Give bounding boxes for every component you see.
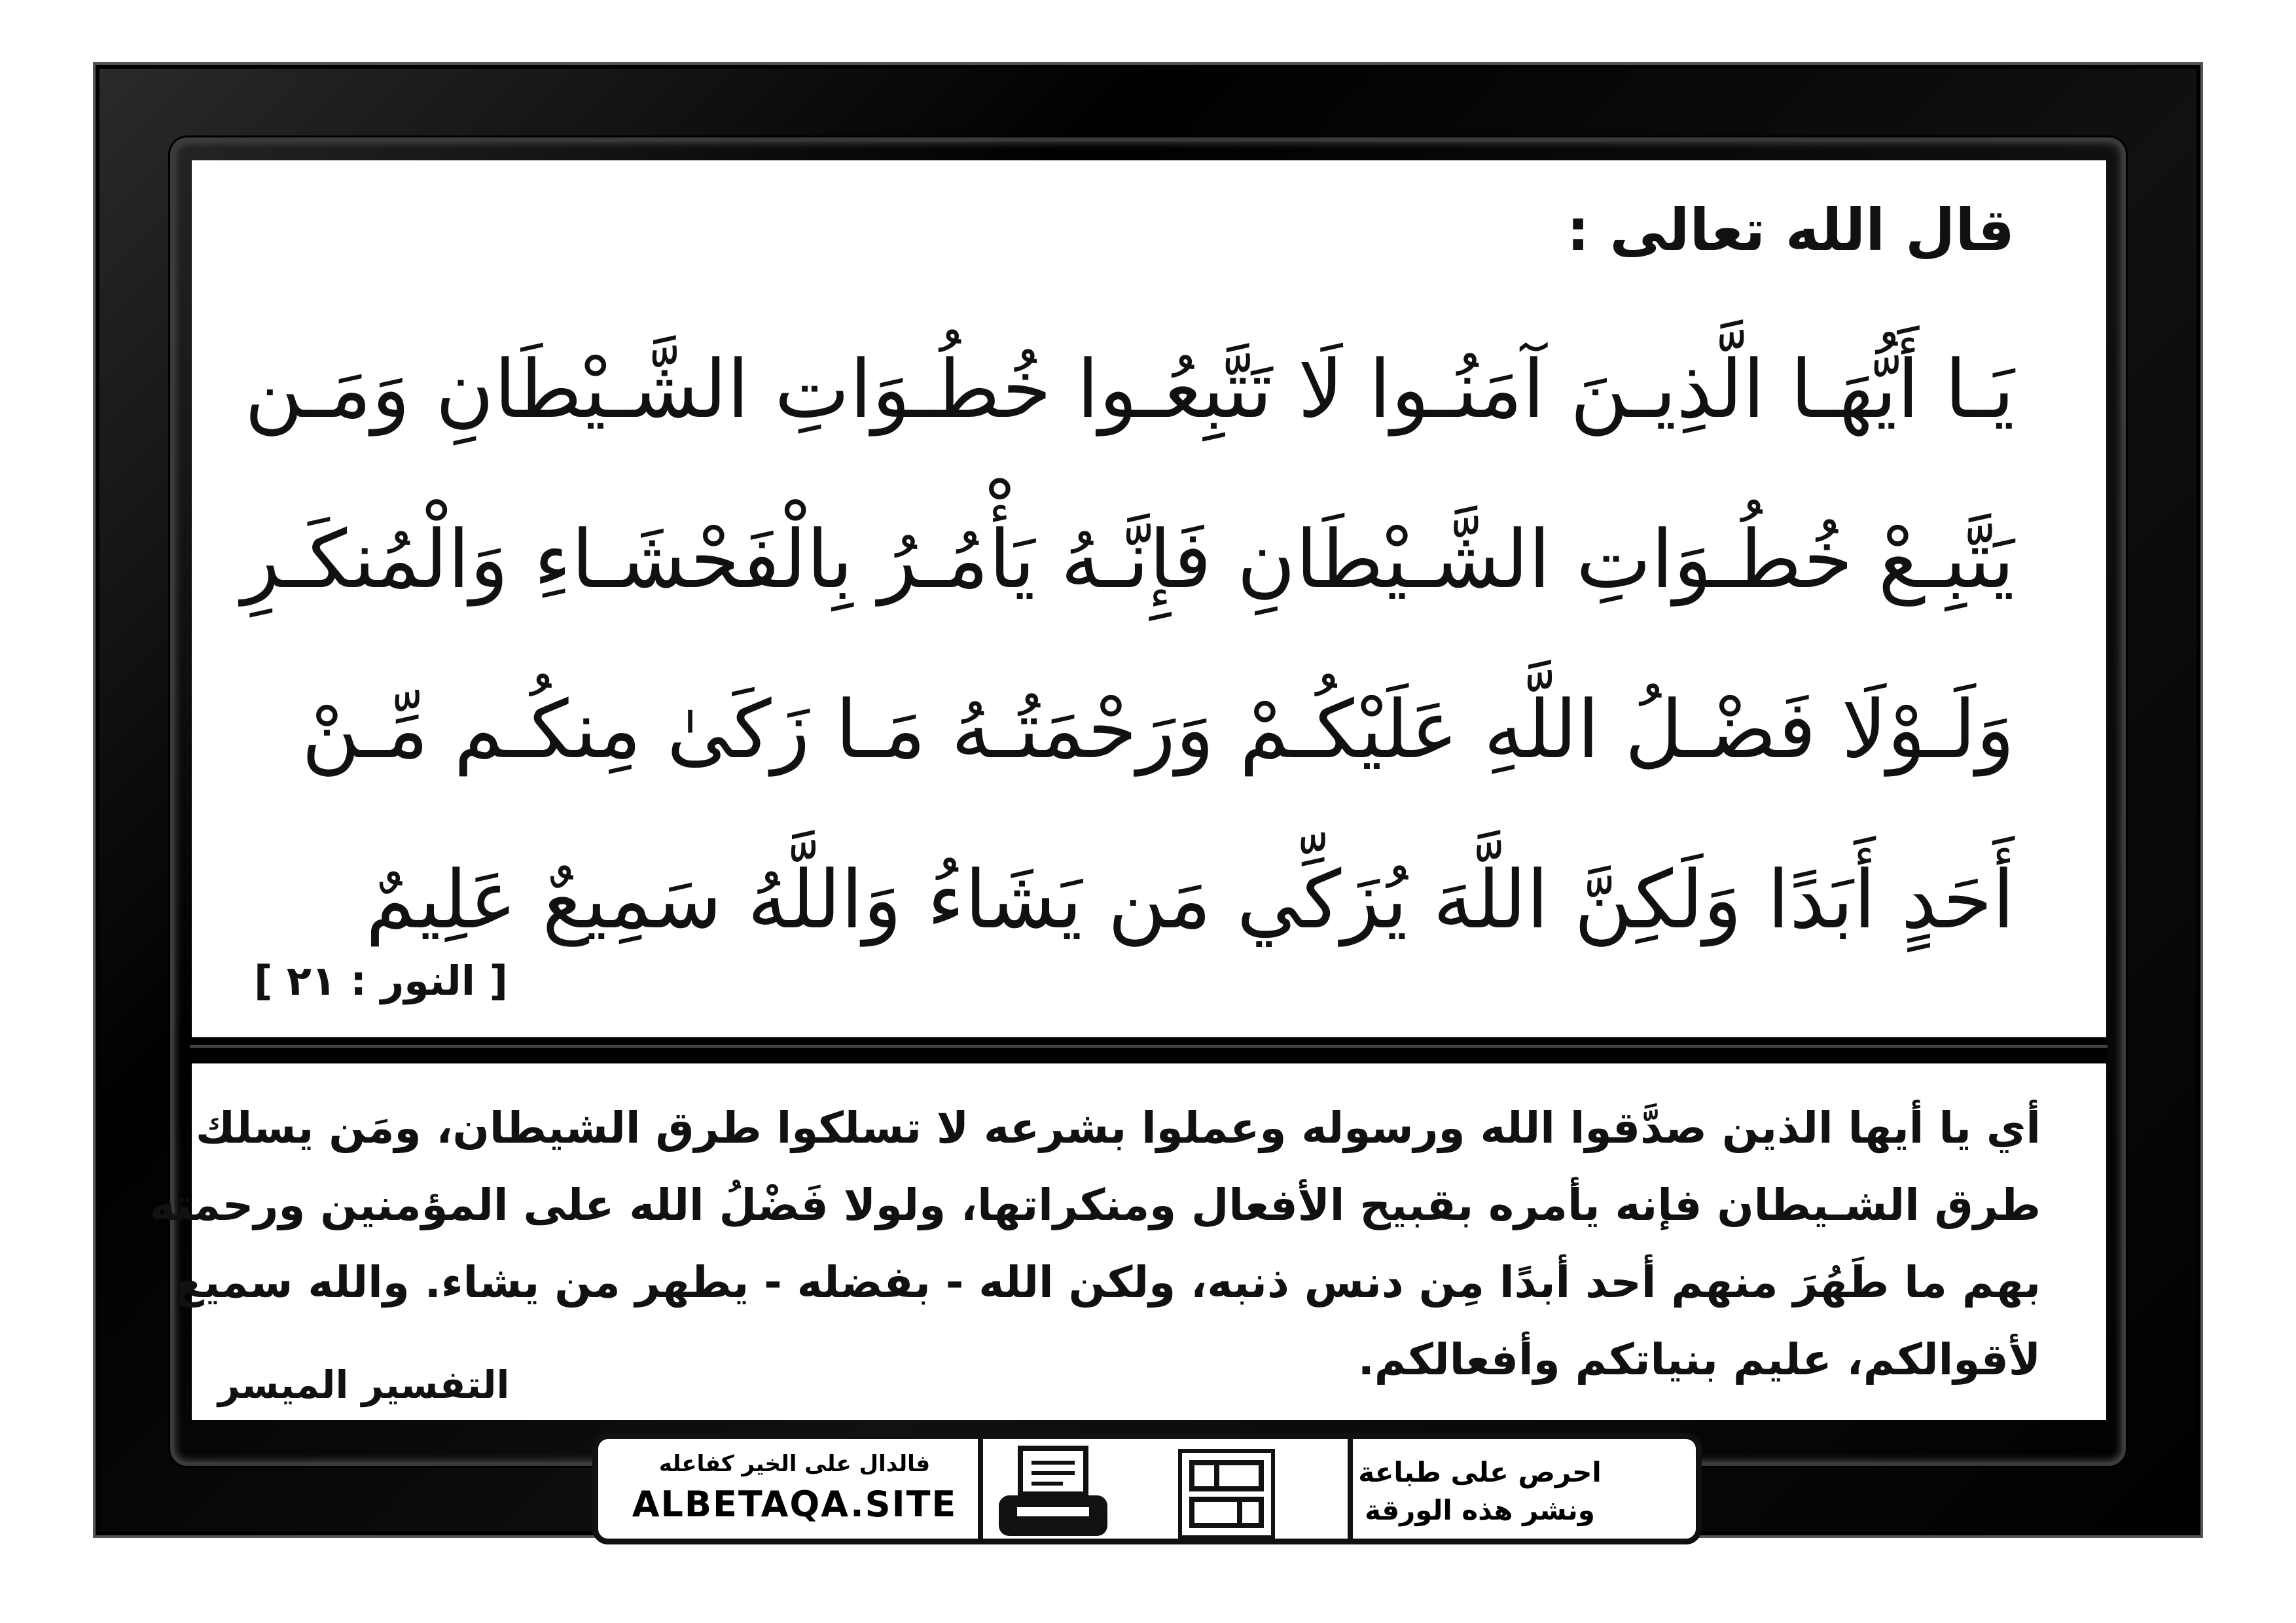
verse-panel: [192, 160, 2106, 1037]
footer-separator: [978, 1439, 983, 1539]
print-note-line-1: احرص على طباعة: [1358, 1456, 1602, 1488]
print-note-line-2: ونشر هذه الورقة: [1365, 1494, 1595, 1526]
tafsir-line-2: طرق الشـيطان فإنه يأمره بقبيح الأفعال ومنكراتها، ولولا فَضْلُ الله على المؤمنين ورحمته: [149, 1180, 2041, 1230]
footer-site-block: [624, 1451, 965, 1525]
verse-line-1: يَـا أَيُّهَـا الَّذِيـنَ آمَنُـوا لَا تَتَّبِعُـوا خُطُـوَاتِ الشَّـيْطَانِ وَمَـن: [244, 343, 2015, 436]
footer-bar: [592, 1433, 1702, 1544]
tafsir-line-4: لأقوالكم، عليم بنياتكم وأفعالكم.: [1357, 1334, 2041, 1385]
tafsir-text: [149, 1090, 2041, 1399]
intro-heading: قال الله تعالى :: [1566, 196, 2015, 264]
verse-reference: [ النور : ٢١ ]: [254, 957, 508, 1005]
tafsir-panel: [149, 1063, 2106, 1420]
dawa-logo: [1177, 1448, 1276, 1543]
tafsir-line-3: بهم ما طَهُرَ منهم أحد أبدًا مِن دنس ذنبه، ولكن الله - بفضله - يطهر من يشاء. والله سميع: [174, 1257, 2041, 1308]
verse-line-2: يَتَّبِـعْ خُطُـوَاتِ الشَّـيْطَانِ فَإِنَّـهُ يَأْمُـرُ بِالْفَحْشَـاءِ وَالْمُنكَـرِ: [241, 513, 2015, 606]
verse-line-4: أَحَدٍ أَبَدًا وَلَكِنَّ اللَّهَ يُزَكِّي مَن يَشَاءُ وَاللَّهُ سَمِيعٌ عَلِيمٌ: [365, 853, 2015, 946]
footer-print-note: [1323, 1454, 1637, 1529]
printer-icon: [991, 1444, 1115, 1545]
verse-line-3: وَلَـوْلَا فَضْـلُ اللَّهِ عَلَيْكُـمْ وَرَحْمَتُـهُ مَـا زَكَىٰ مِنكُـم مِّـنْ: [301, 683, 2015, 776]
footer-site-link[interactable]: ALBETAQA.SITE: [632, 1484, 958, 1525]
footer-motto: فالدال على الخير كفاعله: [658, 1451, 931, 1477]
quran-verse: [241, 304, 2015, 985]
tafsir-line-1: أي يا أيها الذين صدَّقوا الله ورسوله وعملوا بشرعه لا تسلكوا طرق الشيطان، ومَن يسلك: [195, 1103, 2041, 1153]
panel-divider: [190, 1037, 2108, 1063]
tafsir-source: التفسير الميسر: [218, 1363, 510, 1407]
